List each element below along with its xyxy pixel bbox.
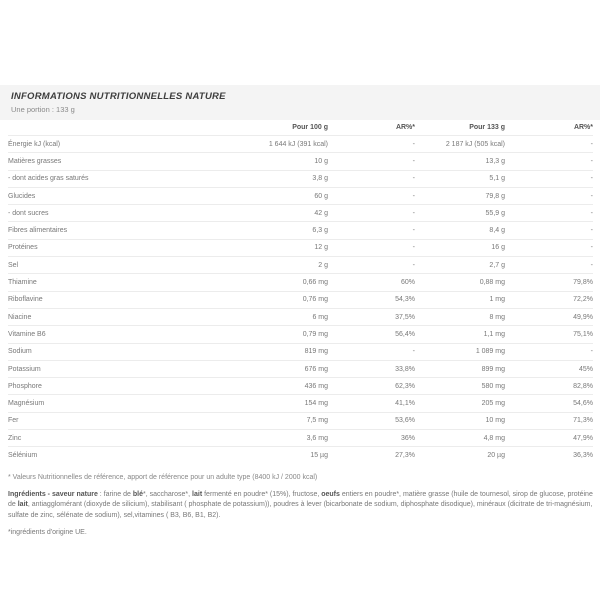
portion-subtitle: Une portion : 133 g — [11, 105, 75, 114]
table-row — [8, 256, 593, 273]
table-row — [8, 152, 593, 169]
table-row — [8, 308, 593, 325]
page-title: INFORMATIONS NUTRITIONNELLES NATURE — [11, 91, 226, 102]
ingredient-term-bold: oeufs — [321, 490, 340, 498]
ingredients-paragraph — [8, 490, 593, 522]
ar-percent-100g: 27,3% — [395, 451, 415, 459]
table-row — [8, 446, 593, 463]
ar-percent-100g: - — [412, 227, 415, 235]
value-per-100g: 10 g — [314, 157, 328, 165]
value-per-100g: 0,79 mg — [302, 330, 328, 338]
value-per-100g: 3,8 g — [312, 175, 328, 183]
ar-percent-100g: 37,5% — [395, 313, 415, 321]
value-per-100g: 0,66 mg — [302, 279, 328, 287]
nutrient-label: Magnésium — [8, 400, 45, 408]
value-per-133g: 8 mg — [489, 313, 505, 321]
nutrient-label: Protéines — [8, 244, 38, 252]
ar-percent-100g: - — [412, 348, 415, 356]
value-per-100g: 2 g — [318, 261, 328, 269]
value-per-100g: 154 mg — [304, 400, 328, 408]
nutrient-label: Glucides — [8, 192, 36, 200]
value-per-133g: 20 µg — [487, 451, 505, 459]
ar-percent-100g: 60% — [400, 279, 415, 287]
ar-percent-100g: 36% — [400, 434, 415, 442]
table-row — [8, 429, 593, 446]
value-per-133g: 10 mg — [485, 417, 505, 425]
table-row — [8, 377, 593, 394]
value-per-133g: 1 mg — [489, 296, 505, 304]
column-header-per-100g: Pour 100 g — [292, 124, 328, 131]
ingredient-term-bold: blé — [132, 490, 144, 498]
nutrient-label: Niacine — [8, 313, 32, 321]
ingredient-term-bold: lait — [192, 490, 203, 498]
ar-percent-100g: - — [412, 192, 415, 200]
table-row — [8, 273, 593, 290]
table-row — [8, 394, 593, 411]
table-row — [8, 239, 593, 256]
value-per-133g: 5,1 g — [489, 175, 505, 183]
nutrient-label: Vitamine B6 — [8, 330, 46, 338]
nutrient-label: Phosphore — [8, 382, 42, 390]
ar-percent-100g: - — [412, 209, 415, 217]
ingredient-text: , antiagglomérant (dioxyde de silicium), stabilisant ( phosphate de potassium)), poudres à lever (bicarbonate de sodium, diphosphate disodique), minéraux (dicitrate de tri-magnésium, sulfate de zinc, sélénate de sodium), sel,vitamines ( B3, B6, B1, B2). — [8, 501, 593, 520]
nutrient-label: Potassium — [8, 365, 41, 373]
value-per-100g: 6,3 g — [312, 227, 328, 235]
table-header-row — [8, 120, 593, 135]
ar-percent-133g: - — [590, 227, 593, 235]
ar-percent-100g: - — [412, 175, 415, 183]
nutrient-label: Énergie kJ (kcal) — [8, 140, 61, 148]
reference-footnote: * Valeurs Nutritionnelles de référence, apport de référence pour un adulte type (8400 kJ / 2000 kcal) — [8, 473, 318, 481]
value-per-100g: 60 g — [314, 192, 328, 200]
table-row — [8, 187, 593, 204]
ingredient-text: fermenté en poudre* (15%), fructose, — [202, 490, 322, 498]
ar-percent-133g: - — [590, 175, 593, 183]
ar-percent-100g: 41,1% — [395, 400, 415, 408]
ar-percent-100g: - — [412, 261, 415, 269]
value-per-133g: 1 089 mg — [475, 348, 505, 356]
column-header-ar-133g: AR%* — [573, 124, 593, 131]
ar-percent-100g: 54,3% — [395, 296, 415, 304]
ar-percent-100g: 53,6% — [395, 417, 415, 425]
ar-percent-133g: 47,9% — [573, 434, 593, 442]
value-per-133g: 580 mg — [481, 382, 505, 390]
nutrient-label: Fer — [8, 417, 19, 425]
value-per-133g: 13,3 g — [485, 157, 505, 165]
value-per-133g: 1,1 mg — [483, 330, 505, 338]
table-row — [8, 135, 593, 152]
value-per-100g: 676 mg — [304, 365, 328, 373]
nutrient-label: Thiamine — [8, 279, 37, 287]
ingredient-term-bold: Ingrédients - saveur nature — [8, 490, 98, 498]
value-per-133g: 2 187 kJ (505 kcal) — [445, 140, 505, 148]
column-header-per-133g: Pour 133 g — [469, 124, 505, 131]
nutrition-table-body — [8, 135, 593, 464]
ar-percent-133g: - — [590, 348, 593, 356]
value-per-133g: 79,8 g — [485, 192, 505, 200]
value-per-133g: 8,4 g — [489, 227, 505, 235]
nutrition-table — [0, 120, 600, 464]
ar-percent-133g: 79,8% — [573, 279, 593, 287]
ar-percent-133g: 82,8% — [573, 382, 593, 390]
ar-percent-133g: - — [590, 140, 593, 148]
value-per-100g: 12 g — [314, 244, 328, 252]
nutrient-label: - dont acides gras saturés — [8, 175, 89, 183]
ar-percent-100g: - — [412, 157, 415, 165]
value-per-100g: 42 g — [314, 209, 328, 217]
nutrient-label: Zinc — [8, 434, 22, 442]
table-row — [8, 291, 593, 308]
table-row — [8, 204, 593, 221]
ar-percent-133g: 75,1% — [573, 330, 593, 338]
table-row — [8, 360, 593, 377]
nutrient-label: Riboflavine — [8, 296, 43, 304]
ar-percent-133g: - — [590, 261, 593, 269]
value-per-100g: 15 µg — [310, 451, 328, 459]
ar-percent-133g: - — [590, 192, 593, 200]
table-row — [8, 412, 593, 429]
ar-percent-133g: 45% — [578, 365, 593, 373]
ar-percent-100g: 33,8% — [395, 365, 415, 373]
ar-percent-100g: - — [412, 140, 415, 148]
value-per-133g: 4,8 mg — [483, 434, 505, 442]
ar-percent-133g: 54,6% — [573, 400, 593, 408]
value-per-100g: 7,5 mg — [306, 417, 328, 425]
nutrient-label: - dont sucres — [8, 209, 49, 217]
value-per-100g: 3,6 mg — [306, 434, 328, 442]
nutrient-label: Matières grasses — [8, 157, 62, 165]
ar-percent-133g: - — [590, 209, 593, 217]
panel-header — [0, 85, 600, 120]
value-per-133g: 55,9 g — [485, 209, 505, 217]
value-per-133g: 2,7 g — [489, 261, 505, 269]
ar-percent-133g: 72,2% — [573, 296, 593, 304]
ar-percent-133g: 71,3% — [573, 417, 593, 425]
ingredient-text: : farine de — [97, 490, 133, 498]
table-row — [8, 170, 593, 187]
value-per-133g: 0,88 mg — [479, 279, 505, 287]
nutrient-label: Fibres alimentaires — [8, 227, 68, 235]
column-header-ar-100g: AR%* — [395, 124, 415, 131]
origin-footnote: *ingrédients d'origine UE. — [8, 529, 87, 537]
value-per-100g: 436 mg — [304, 382, 328, 390]
table-row — [8, 325, 593, 342]
ar-percent-133g: 36,3% — [573, 451, 593, 459]
nutrient-label: Sélénium — [8, 451, 38, 459]
ar-percent-100g: 62,3% — [395, 382, 415, 390]
nutrient-label: Sodium — [8, 348, 32, 356]
value-per-133g: 899 mg — [481, 365, 505, 373]
nutrient-label: Sel — [8, 261, 19, 269]
ingredient-text: *, saccharose*, — [143, 490, 193, 498]
value-per-133g: 16 g — [491, 244, 505, 252]
ar-percent-100g: - — [412, 244, 415, 252]
ar-percent-133g: - — [590, 244, 593, 252]
value-per-100g: 1 644 kJ (391 kcal) — [268, 140, 328, 148]
ar-percent-133g: 49,9% — [573, 313, 593, 321]
table-row — [8, 343, 593, 360]
ingredient-text: entiers en poudre*, matière grasse (huile de tournesol, sirop de glucose, protéine de — [8, 490, 593, 509]
ar-percent-133g: - — [590, 157, 593, 165]
ar-percent-100g: 56,4% — [395, 330, 415, 338]
value-per-100g: 6 mg — [312, 313, 328, 321]
value-per-100g: 0,76 mg — [302, 296, 328, 304]
value-per-133g: 205 mg — [481, 400, 505, 408]
value-per-100g: 819 mg — [304, 348, 328, 356]
table-row — [8, 221, 593, 238]
ingredient-term-bold: lait — [17, 501, 28, 509]
